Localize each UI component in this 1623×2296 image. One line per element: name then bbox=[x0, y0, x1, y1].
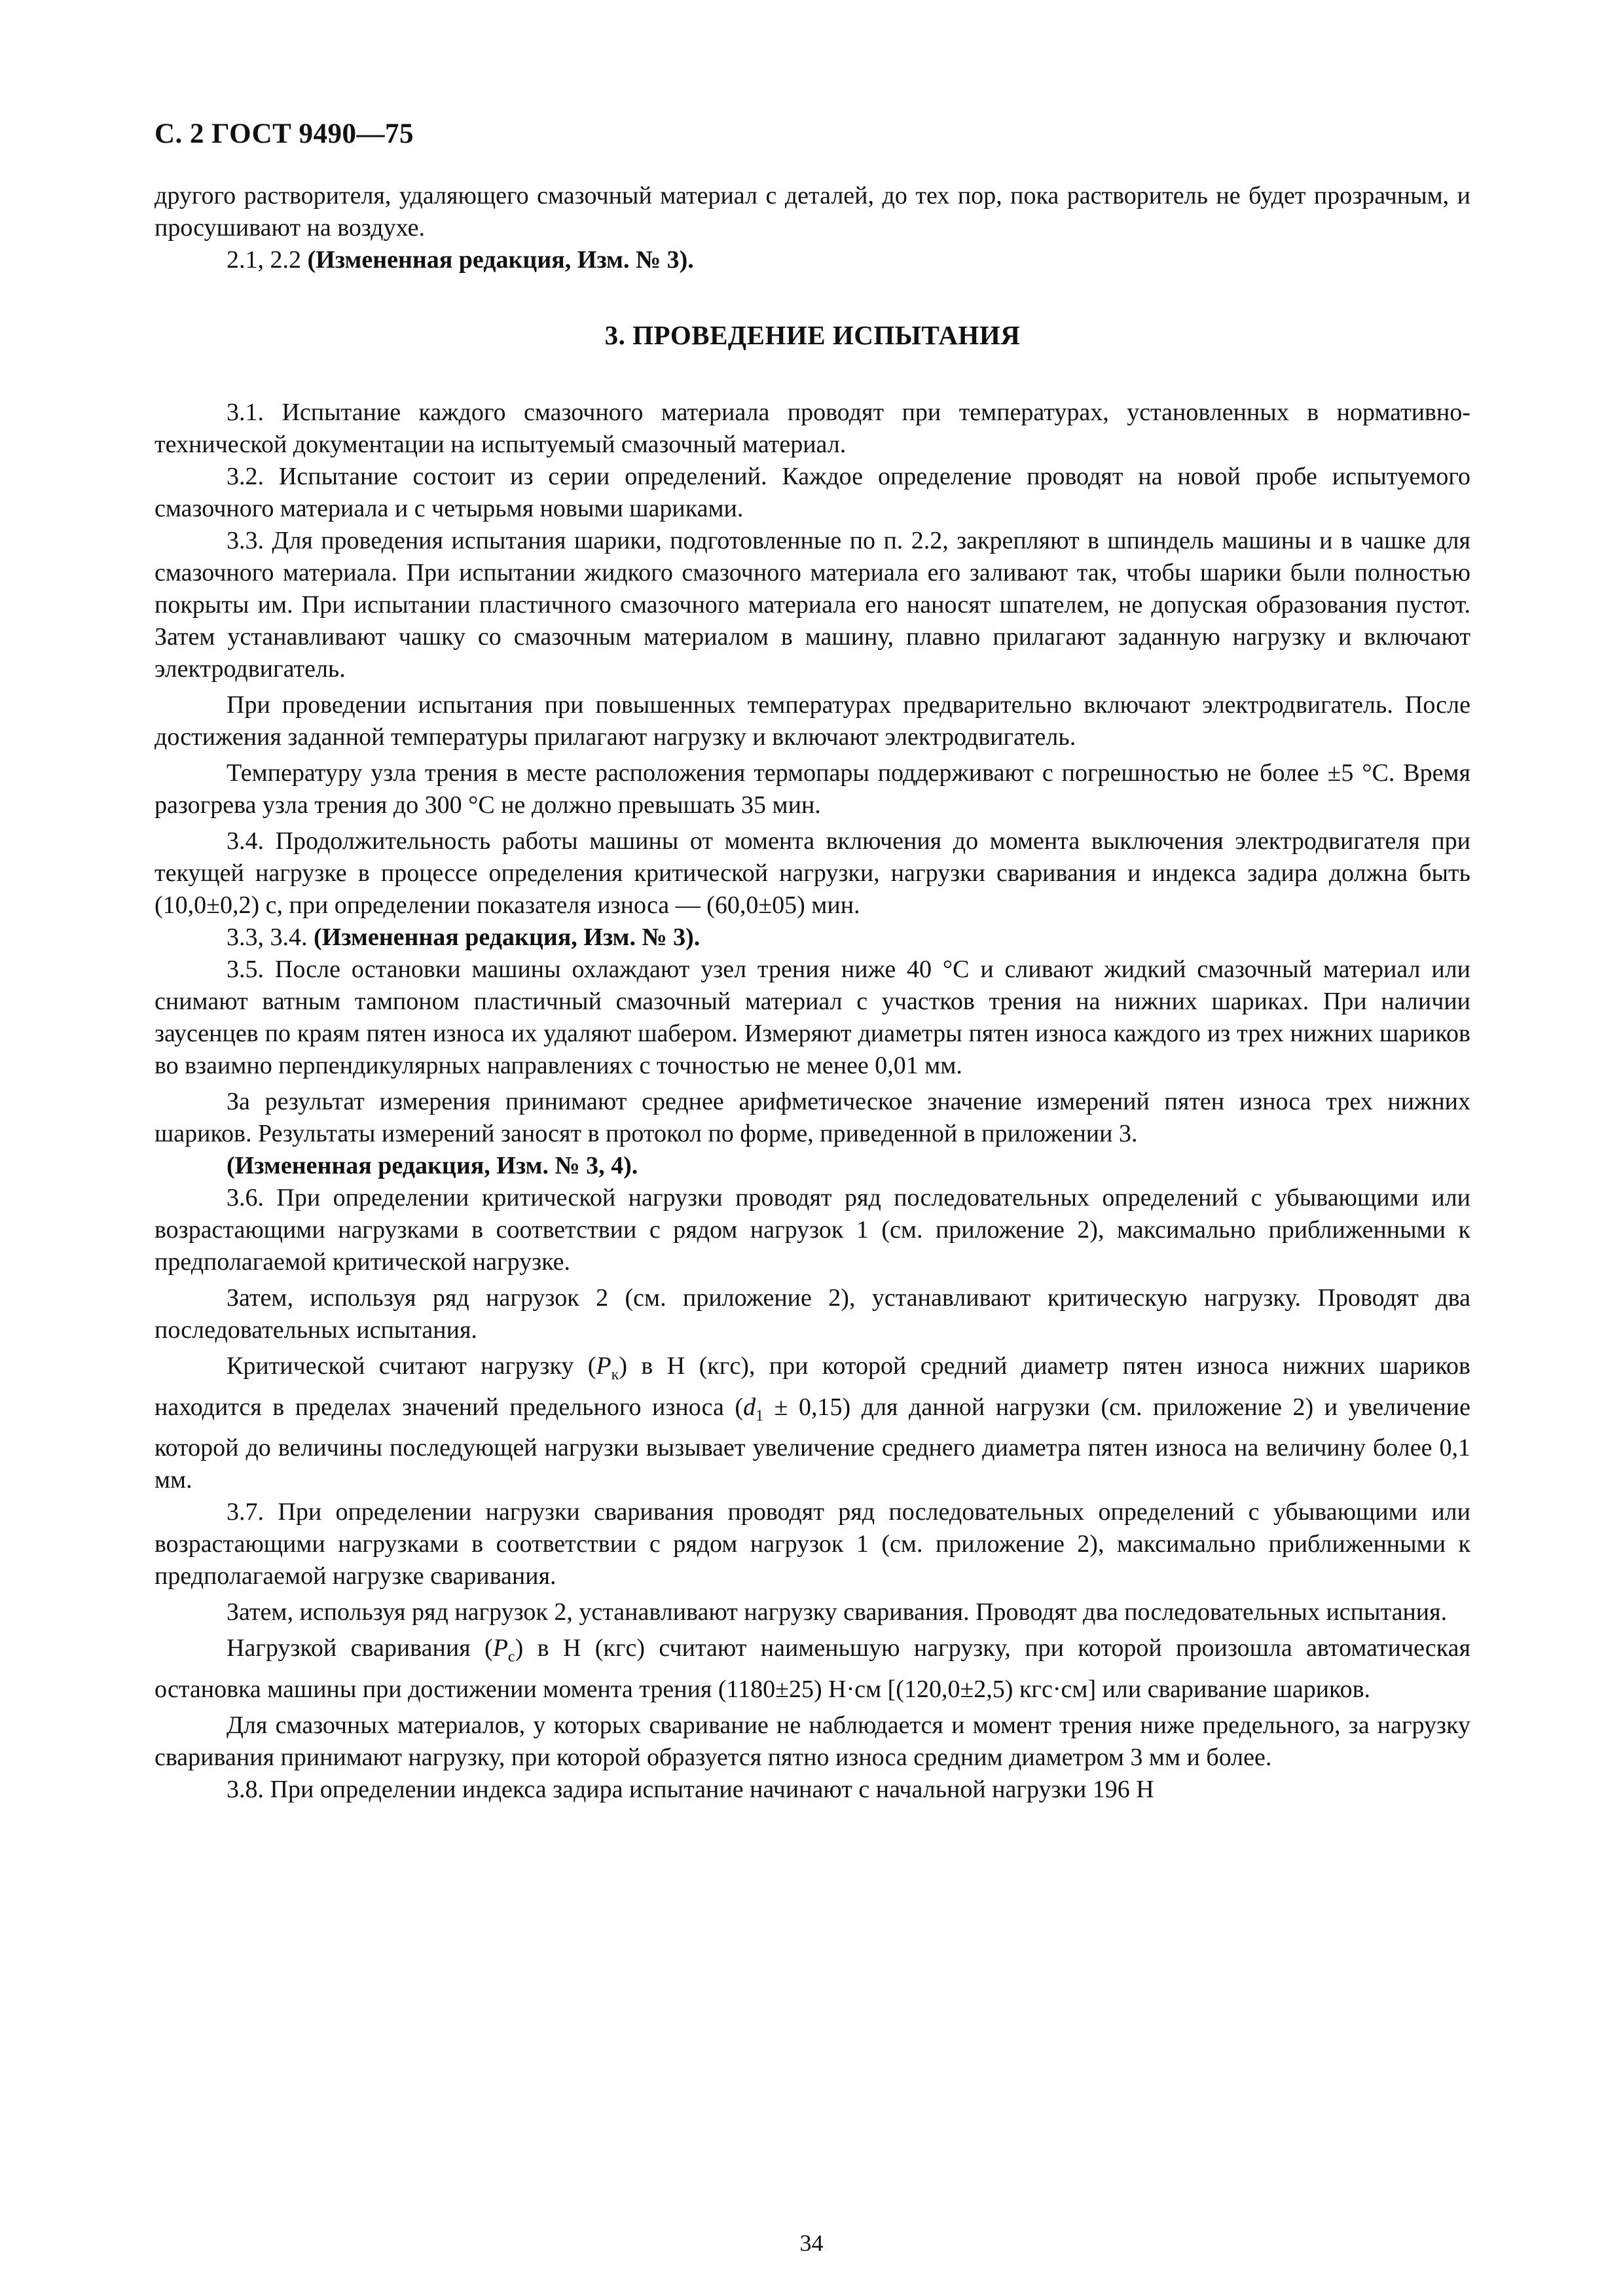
page-number: 34 bbox=[799, 2230, 824, 2256]
symbol-d: d bbox=[743, 1393, 756, 1421]
clause-3-7-paragraph-3 bbox=[155, 1632, 1470, 1706]
section-title: 3. ПРОВЕДЕНИЕ ИСПЫТАНИЯ bbox=[604, 320, 1021, 350]
clause-3-3-paragraph-2: При проведении испытания при повышенных температурах предварительно включают электродвигатель. После достижения заданной температуры прилагают нагрузку и включают электродвигатель. bbox=[155, 691, 1470, 751]
amendment-note-3-5: (Измененная редакция, Изм. № 3, 4). bbox=[227, 1152, 638, 1179]
clause-3-6-paragraph-3 bbox=[155, 1350, 1470, 1496]
amendment-note-3-3-3-4 bbox=[155, 922, 1470, 954]
paragraph-continuation: другого растворителя, удаляющего смазочный материал с деталей, до тех пор, пока растворитель не будет прозрачным, и просушивают на воздухе. bbox=[155, 182, 1470, 242]
amendment-ref: 2.1, 2.2 bbox=[227, 246, 308, 274]
clause-3-1: 3.1. Испытание каждого смазочного материала проводят при температурах, установленных в нормативно-технической документации на испытуемый смазочный материал. bbox=[155, 399, 1470, 458]
clause-3-5: 3.5. После остановки машины охлаждают узел трения ниже 40 °С и сливают жидкий смазочный материал или снимают ватным тампоном пластичный смазочный материал с участков трения на нижних шариках. При наличии заусенцев по краям пятен износа их удаляют шабером. Измеряют диаметры пятен износа каждого из трех нижних шариков во взаимно перпендикулярных направлениях с точностью не менее 0,01 мм. bbox=[155, 956, 1470, 1079]
document-page bbox=[155, 118, 1470, 1806]
symbol-subscript: 1 bbox=[756, 1407, 764, 1425]
text-run: ) в Н (кгс), при которой средний диаметр пятен износа нижних шариков находится в пределах значений предельного износа ( bbox=[155, 1352, 1470, 1421]
text-run: ± 0,15) для данной нагрузки (см. приложение 2) и увеличение которой до величины последующей нагрузки вызывает увеличение среднего диаметра пятен износа на величину более 0,1 мм. bbox=[155, 1393, 1470, 1494]
amendment-note-2-1-2-2 bbox=[155, 244, 1470, 276]
symbol-p: P bbox=[492, 1634, 508, 1662]
text-run: ) в Н (кгс) считают наименьшую нагрузку, при которой произошла автоматическая остановка машины при достижении момента трения (1180±25) Н·см [(120,0±2,5) кгс·см] или сваривание шариков. bbox=[155, 1634, 1470, 1703]
clause-3-8: 3.8. При определении индекса задира испытание начинают с начальной нагрузки 196 Н bbox=[227, 1775, 1154, 1803]
clause-3-7-paragraph-4: Для смазочных материалов, у которых сваривание не наблюдается и момент трения ниже предельного, за нагрузку сваривания принимают нагрузку, при которой образуется пятно износа средним диаметром 3 мм и более. bbox=[155, 1711, 1470, 1771]
text-run: Критической считают нагрузку ( bbox=[227, 1352, 596, 1380]
clause-3-3: 3.3. Для проведения испытания шарики, подготовленные по п. 2.2, закрепляют в шпиндель машины и в чашке для смазочного материала. При испытании жидкого смазочного материала его заливают так, чтобы шарики были полностью покрыты им. При испытании пластичного смазочного материала его наносят шпателем, не допуская образования пустот. Затем устанавливают чашку со смазочным материалом в машину, плавно прилагают заданную нагрузку и включают электродвигатель. bbox=[155, 527, 1470, 683]
symbol-p: P bbox=[596, 1352, 611, 1380]
clause-3-7: 3.7. При определении нагрузки сваривания проводят ряд последовательных определений с убывающими или возрастающими нагрузками в соответствии с рядом нагрузок 1 (см. приложение 2), максимально приближенными к предполагаемой нагрузке сваривания. bbox=[155, 1498, 1470, 1590]
page-header: С. 2 ГОСТ 9490—75 bbox=[155, 118, 414, 149]
clause-3-7-paragraph-2: Затем, используя ряд нагрузок 2, устанавливают нагрузку сваривания. Проводят два последовательных испытания. bbox=[227, 1598, 1448, 1626]
amendment-ref: 3.3, 3.4. bbox=[227, 924, 314, 951]
clause-3-6: 3.6. При определении критической нагрузки проводят ряд последовательных определений с убывающими или возрастающими нагрузками в соответствии с рядом нагрузок 1 (см. приложение 2), максимально приближенными к предполагаемой критической нагрузке. bbox=[155, 1184, 1470, 1276]
clause-3-2: 3.2. Испытание состоит из серии определений. Каждое определение проводят на новой пробе испытуемого смазочного материала и с четырьмя новыми шариками. bbox=[155, 463, 1470, 522]
clause-3-3-paragraph-3: Температуру узла трения в месте расположения термопары поддерживают с погрешностью не более ±5 °С. Время разогрева узла трения до 300 °С не должно превышать 35 мин. bbox=[155, 759, 1470, 819]
symbol-subscript: с bbox=[507, 1648, 515, 1666]
clause-3-5-paragraph-2: За результат измерения принимают среднее арифметическое значение измерений пятен износа трех нижних шариков. Результаты измерений заносят в протокол по форме, приведенной в приложении 3. bbox=[155, 1088, 1470, 1147]
amendment-label: (Измененная редакция, Изм. № 3). bbox=[314, 924, 701, 951]
amendment-label: (Измененная редакция, Изм. № 3). bbox=[307, 246, 694, 274]
text-run: Нагрузкой сваривания ( bbox=[227, 1634, 493, 1662]
symbol-subscript: к bbox=[611, 1366, 619, 1384]
clause-3-4: 3.4. Продолжительность работы машины от момента включения до момента выключения электродвигателя при текущей нагрузке в процессе определения критической нагрузки, нагрузки сваривания и индекса задира должна быть (10,0±0,2) с, при определении показателя износа — (60,0±05) мин. bbox=[155, 827, 1470, 919]
clause-3-6-paragraph-2: Затем, используя ряд нагрузок 2 (см. приложение 2), устанавливают критическую нагрузку. Проводят два последовательных испытания. bbox=[155, 1284, 1470, 1344]
